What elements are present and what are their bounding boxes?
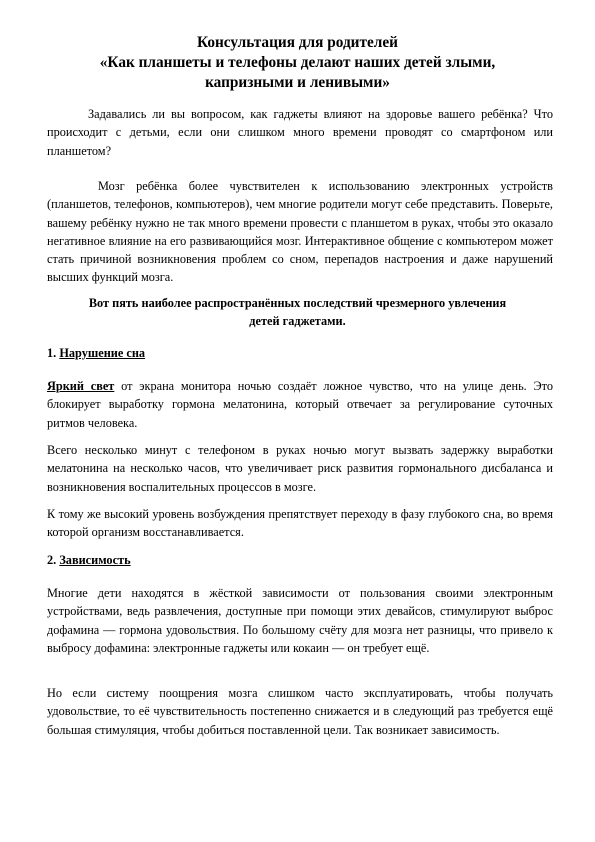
section-1-paragraph-1-text: от экрана монитора ночью создаёт ложное чувство, что на улице день. Это блокирует выработку гормона мелатонина, который отвечает за регулирование суточных ритмов человека. — [47, 379, 553, 430]
section-2-paragraph-2: Но если систему поощрения мозга слишком часто эксплуатировать, чтобы получать удовольствие, то её чувствительность постепенно снижается и в следующий раз требуется ещё большая стимуляция, чтобы добиться поставленной цели. Так возникает зависимость. — [47, 686, 553, 737]
bright-light-term: Яркий свет — [47, 379, 115, 393]
intro-paragraph: Задавались ли вы вопросом, как гаджеты влияют на здоровье вашего ребёнка? Что происходит с детьми, если они слишком много времени проводят со смартфоном или планшетом? — [47, 107, 553, 158]
section-2-paragraph-1: Многие дети находятся в жёсткой зависимости от пользования своими электронным устройствами, ведь развлечения, доступные при помощи этих девайсов, стимулируют выброс дофамина — гормона удовольствия. По большому счёту для мозга нет разницы, что привело к выбросу дофамина: электронные гаджеты или кокаин — он требует ещё. — [47, 586, 553, 655]
summary-line-2: детей гаджетами. — [249, 314, 346, 328]
section-2-title: Зависимость — [59, 553, 131, 567]
section-1-paragraph-2: Всего несколько минут с телефоном в руках ночью могут вызвать задержку выработки мелатонина на несколько часов, что увеличивает риск развития гормонального дисбаланса и возникновения воспалительных процессов в мозге. — [47, 443, 553, 494]
section-1-title: Нарушение сна — [59, 346, 146, 360]
title-line-2: «Как планшеты и телефоны делают наших детей злыми, — [99, 54, 496, 71]
document-title — [40, 33, 555, 93]
brain-sensitivity-paragraph: Мозг ребёнка более чувствителен к использованию электронных устройств (планшетов, телефонов, компьютеров), чем многие родители могут себе представить. Поверьте, вашему ребёнку нужно не так много времени провести с планшетом в руках, чтобы это оказало негативное влияние на его развивающийся мозг. Интерактивное общение с компьютером может стать причиной возникновения проблем со сном, перепадов настроения и даже нарушений высших функций мозга. — [47, 179, 553, 285]
summary-heading — [40, 294, 555, 330]
section-1-paragraph-1 — [47, 377, 553, 432]
section-1-paragraph-3: К тому же высокий уровень возбуждения препятствует переходу в фазу глубокого сна, во время которой организм восстанавливается. — [47, 507, 553, 540]
section-1-number: 1. — [47, 346, 57, 360]
section-2-number: 2. — [47, 553, 57, 567]
title-line-3: капризными и ленивыми» — [205, 74, 390, 91]
title-line-1: Консультация для родителей — [197, 34, 398, 51]
section-2-heading — [47, 553, 131, 568]
section-1-heading — [47, 346, 145, 361]
summary-line-1: Вот пять наиболее распространённых последствий чрезмерного увлечения — [88, 296, 507, 310]
